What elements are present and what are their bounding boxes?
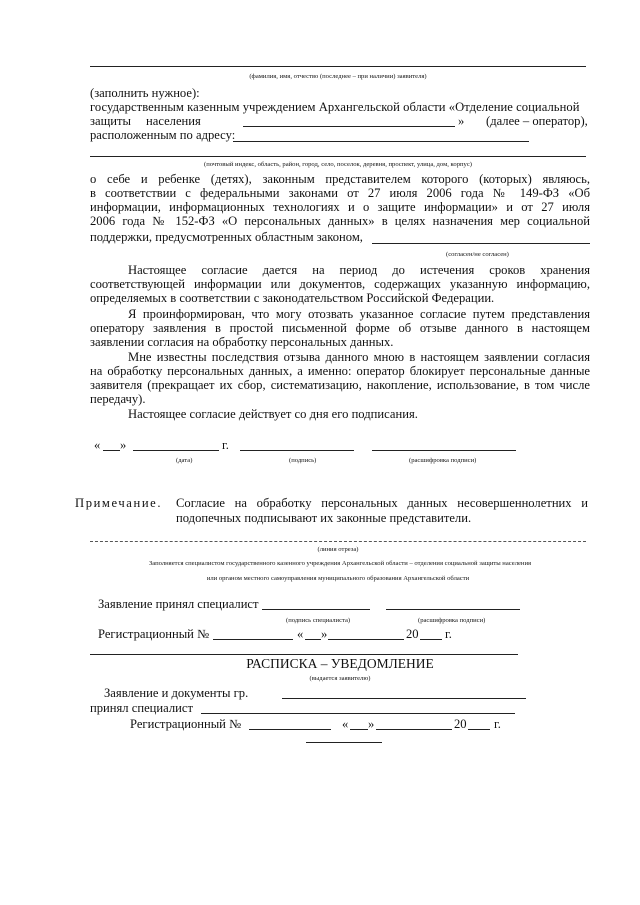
consent-p2-l3: определяемых в соответствии с законодательством Российской Федерации. [90, 291, 495, 305]
consent-p3-l2: оператору заявления в простой письменной форме об отзыве данного в настоящем [90, 321, 590, 335]
receipt-year-suffix: г. [494, 717, 501, 731]
operator-line-2c: » [458, 114, 465, 128]
accepted-label: Заявление принял специалист [98, 597, 259, 611]
cut-info-2: или органом местного самоуправления муниципального образования Архангельской области [206, 575, 470, 582]
receipt-date-open: « [342, 717, 349, 731]
consent-p1-l2: в соответствии с федеральными законами от 27 июля 2006 года № 149-ФЗ «Об [90, 186, 590, 200]
consent-p1-l4: 2006 года № 152-ФЗ «О персональных данных» в целях назначения мер социальной [90, 214, 590, 228]
address-field-2[interactable] [90, 156, 586, 157]
receipt-year-prefix: 20 [454, 717, 467, 731]
fill-instruction: (заполнить нужное): [90, 86, 200, 100]
consent-p1-l5: поддержки, предусмотренных областным законом, [90, 230, 363, 244]
consent-p4-l1: Мне известны последствия отзыва данного мною в настоящем заявлении согласия [128, 350, 590, 364]
consent-p3-l3: заявлении согласия на обработку персональных данных. [90, 335, 394, 349]
caption-date: (дата) [176, 457, 193, 464]
caption-spec-decode: (расшифровка подписи) [418, 617, 486, 624]
spec-sign-field[interactable] [262, 609, 370, 610]
cut-line [90, 541, 586, 542]
consent-p1-l3: информации, информационных технологиях и о защите информации» и от 27 июля [90, 200, 590, 214]
operator-line-1: государственным казенным учреждением Архангельской области «Отделение социальной [90, 100, 580, 114]
caption-sign: (подпись) [289, 457, 317, 464]
address-field-1[interactable] [233, 141, 529, 142]
office-bottom-line [90, 654, 518, 655]
date-day-field[interactable] [103, 450, 120, 451]
consent-p3-l1: Я проинформирован, что могу отозвать указанное согласие путем представления [128, 307, 590, 321]
applicant-name-line[interactable] [90, 66, 586, 67]
receipt-bottom-line [306, 742, 382, 743]
receipt-subtitle: (выдается заявителю) [309, 675, 371, 682]
note-label: Примечание. [75, 496, 163, 510]
receipt-date-day[interactable] [350, 729, 368, 730]
signature-field[interactable] [240, 450, 354, 451]
consent-p4-l2: на обработку персональных данных, а именно: оператор блокирует персональные данные [90, 364, 590, 378]
office-date-open: « [297, 627, 304, 641]
office-year-field[interactable] [420, 639, 442, 640]
receipt-year-field[interactable] [468, 729, 490, 730]
office-year-prefix: 20 [406, 627, 419, 641]
caption-decode: (расшифровка подписи) [409, 457, 477, 464]
receipt-line-2: принял специалист [90, 701, 193, 715]
office-reg-label: Регистрационный № [98, 627, 210, 641]
consent-p1-l1: о себе и ребенке (детях), законным представителем которого (которых) являюсь, [90, 172, 590, 186]
cut-caption: (линия отреза) [317, 546, 359, 553]
date-open-quote: « [94, 438, 101, 452]
receipt-citizen-field[interactable] [282, 698, 526, 699]
address-label: расположенным по адресу: [90, 128, 236, 142]
signature-decode-field[interactable] [372, 450, 516, 451]
agree-field[interactable] [372, 243, 590, 244]
operator-line-2b: населения [146, 114, 201, 128]
receipt-date-month[interactable] [376, 729, 452, 730]
receipt-line-1: Заявление и документы гр. [104, 686, 249, 700]
operator-line-2d: (далее – оператор), [486, 114, 588, 128]
office-date-close: » [321, 627, 328, 641]
caption-address: (почтовый индекс, область, район, город, село, поселок, деревня, проспект, улица, дом, корпус) [204, 161, 472, 168]
receipt-reg-label: Регистрационный № [130, 717, 242, 731]
receipt-spec-field[interactable] [201, 713, 515, 714]
office-year-suffix: г. [445, 627, 452, 641]
consent-p4-l4: передачу). [90, 392, 146, 406]
caption-fio: (фамилия, имя, отчество (последнее – при наличии) заявителя) [249, 73, 427, 80]
caption-spec-sign: (подпись специалиста) [286, 617, 351, 624]
office-date-day[interactable] [305, 639, 321, 640]
cut-info-1: Заполняется специалистом государственного казенного учреждения Архангельской области – отделения социальной защиты населения [148, 560, 532, 567]
date-year-label: г. [222, 438, 229, 452]
date-month-field[interactable] [133, 450, 219, 451]
spec-decode-field[interactable] [386, 609, 520, 610]
receipt-date-close: » [368, 717, 375, 731]
note-line-2: подопечных подписывают их законные представители. [176, 511, 472, 525]
consent-p2-l2: соответствующей информации или документов, содержащих указанную информацию, [90, 277, 590, 291]
receipt-title: РАСПИСКА – УВЕДОМЛЕНИЕ [246, 656, 434, 671]
receipt-reg-field[interactable] [249, 729, 331, 730]
caption-agree: (согласен/не согласен) [446, 251, 509, 258]
note-line-1: Согласие на обработку персональных данных несовершеннолетних и [176, 496, 588, 510]
consent-p5: Настоящее согласие действует со дня его подписания. [128, 407, 418, 421]
operator-name-field[interactable] [243, 126, 455, 127]
operator-line-2a: защиты [90, 114, 131, 128]
office-date-month[interactable] [328, 639, 404, 640]
date-close-quote: » [120, 438, 127, 452]
consent-p2-l1: Настоящее согласие дается на период до истечения сроков хранения [128, 263, 590, 277]
office-reg-field[interactable] [213, 639, 293, 640]
consent-p4-l3: заявителя (прекращает их сбор, систематизацию, накопление, использование, в том числе [90, 378, 590, 392]
